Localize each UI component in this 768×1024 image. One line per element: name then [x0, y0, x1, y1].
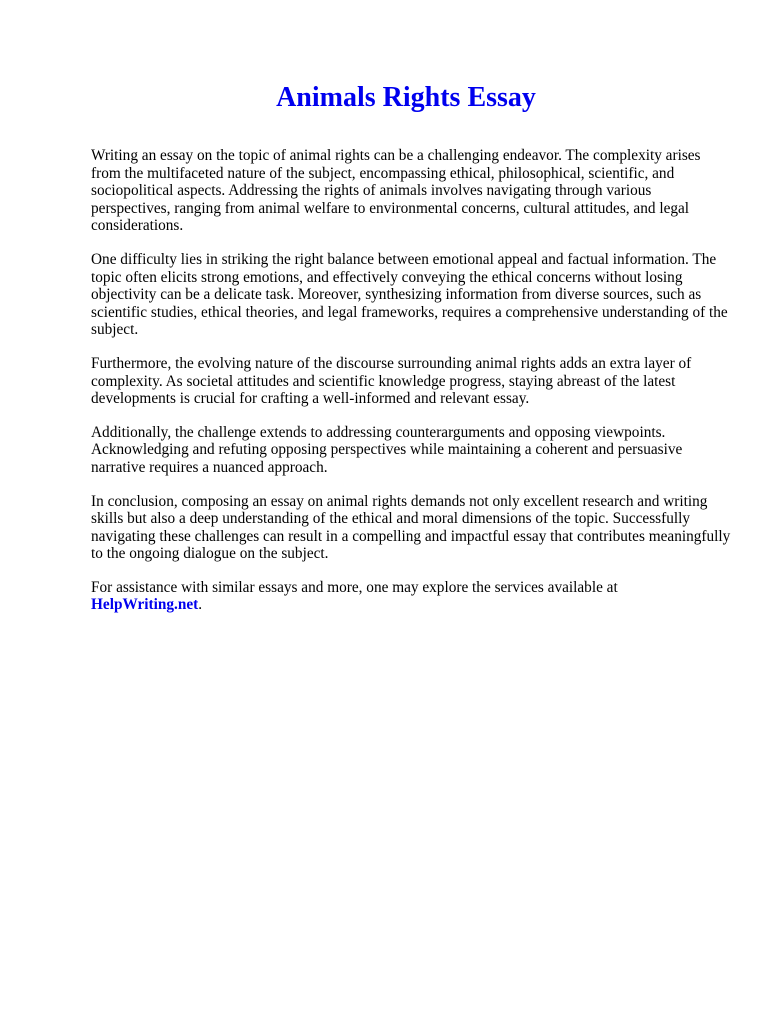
- paragraph-2: One difficulty lies in striking the right balance between emotional appeal and factual information. The topic often elicits strong emotions, and effectively conveying the ethical concerns without losing objectivity can be a delicate task. Moreover, synthesizing information from diverse sources, such as scientific studies, ethical theories, and legal frameworks, requires a comprehensive understanding of the subject.: [91, 250, 728, 339]
- closing-suffix: .: [198, 596, 203, 614]
- essay-body: [91, 147, 731, 630]
- paragraph-4: Additionally, the challenge extends to addressing counterarguments and opposing viewpoints. Acknowledging and refuting opposing perspectives while maintaining a coherent and persuasive narrative requires a nuanced approach.: [91, 423, 683, 476]
- paragraph-1: Writing an essay on the topic of animal rights can be a challenging endeavor. The complexity arises from the multifaceted nature of the subject, encompassing ethical, philosophical, scientific, and sociopolitical aspects. Addressing the rights of animals involves navigating through various perspectives, ranging from animal welfare to environmental concerns, cultural attitudes, and legal considerations.: [91, 147, 701, 235]
- paragraph-5: In conclusion, composing an essay on animal rights demands not only excellent research and writing skills but also a deep understanding of the ethical and moral dimensions of the topic. Successfully navigating these challenges can result in a compelling and impactful essay that contributes meaningfully to the ongoing dialogue on the subject.: [91, 492, 731, 563]
- closing-paragraph: [91, 579, 731, 614]
- helpwriting-link[interactable]: HelpWriting.net: [91, 596, 199, 614]
- paragraph-3: Furthermore, the evolving nature of the discourse surrounding animal rights adds an extra layer of complexity. As societal attitudes and scientific knowledge progress, staying abreast of the latest developments is crucial for crafting a well-informed and relevant essay.: [91, 354, 692, 408]
- page-title: Animals Rights Essay: [276, 82, 536, 113]
- closing-text: For assistance with similar essays and more, one may explore the services available at: [91, 578, 618, 596]
